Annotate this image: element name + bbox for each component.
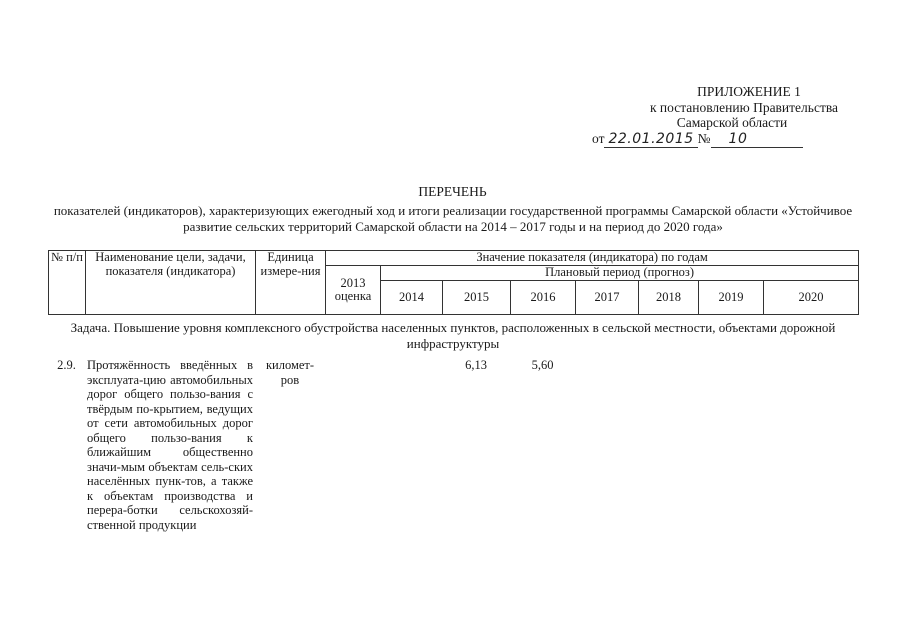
- task-heading: Задача. Повышение уровня комплексного обустройства населенных пунктов, расположенных в сельской местности, объектами дорожной инфраструктуры: [70, 320, 836, 351]
- handwritten-number: 10: [728, 130, 748, 147]
- document-title: ПЕРЕЧЕНЬ: [418, 184, 487, 199]
- row-value-2017: [575, 358, 638, 532]
- indicators-table-header: [48, 250, 859, 315]
- appendix-resolution-line: к постановлению Правительства: [649, 99, 839, 115]
- number-label: №: [697, 130, 711, 146]
- header-year: 2020: [764, 281, 859, 315]
- appendix-date-line: [592, 131, 900, 149]
- appendix-block: [560, 84, 900, 148]
- header-values-by-year: Значение показателя (индикатора) по годам: [326, 251, 859, 266]
- header-year: 2017: [576, 281, 639, 315]
- header-year: 2016: [511, 281, 576, 315]
- header-name: Наименование цели, задачи, показателя (индикатора): [86, 251, 256, 315]
- appendix-region-line: Самарской области: [676, 115, 788, 130]
- header-year: 2019: [699, 281, 764, 315]
- header-unit: Единица измере-ния: [256, 251, 326, 315]
- indicator-row-2-9: [48, 358, 858, 532]
- row-value-2013: [325, 358, 380, 532]
- header-estimate-2013: 2013 оценка: [326, 266, 381, 315]
- row-value-2018: [638, 358, 698, 532]
- row-value-2016: 5,60: [531, 358, 554, 372]
- row-unit: километ-ров: [265, 358, 315, 387]
- header-year: 2014: [381, 281, 443, 315]
- row-value-2019: [698, 358, 763, 532]
- row-value-2020: [763, 358, 858, 532]
- row-value-2015: 6,13: [465, 358, 487, 372]
- row-value-2014: [380, 358, 442, 532]
- header-plan-period: Плановый период (прогноз): [381, 266, 859, 281]
- document-subtitle: показателей (индикаторов), характеризующих ежегодный ход и итоги реализации государственной программы Самарской области «Устойчивое развитие сельских территорий Самарской области на 2014 – 2017 годы и на период до 2020 года»: [53, 203, 853, 234]
- row-indicator-name: Протяжённость введённых в эксплуата-цию автомобильных дорог общего пользо-вания с твёрдым по-крытием, ведущих от сети автомобильных дорог общего пользо-вания к ближайшим общественно значи-мым объектам сель-ских населённых пунк-тов, а также к объектам производства и перера-ботки сельскохозяй-ственной продукции: [87, 358, 253, 532]
- date-underline: [604, 131, 697, 149]
- header-year: 2018: [639, 281, 699, 315]
- row-number: 2.9.: [57, 358, 76, 372]
- handwritten-date: 22.01.2015: [608, 130, 694, 147]
- from-label: от: [592, 130, 605, 146]
- number-underline: [711, 131, 803, 149]
- appendix-title: ПРИЛОЖЕНИЕ 1: [697, 84, 801, 99]
- header-number: № п/п: [49, 251, 86, 315]
- header-year: 2015: [443, 281, 511, 315]
